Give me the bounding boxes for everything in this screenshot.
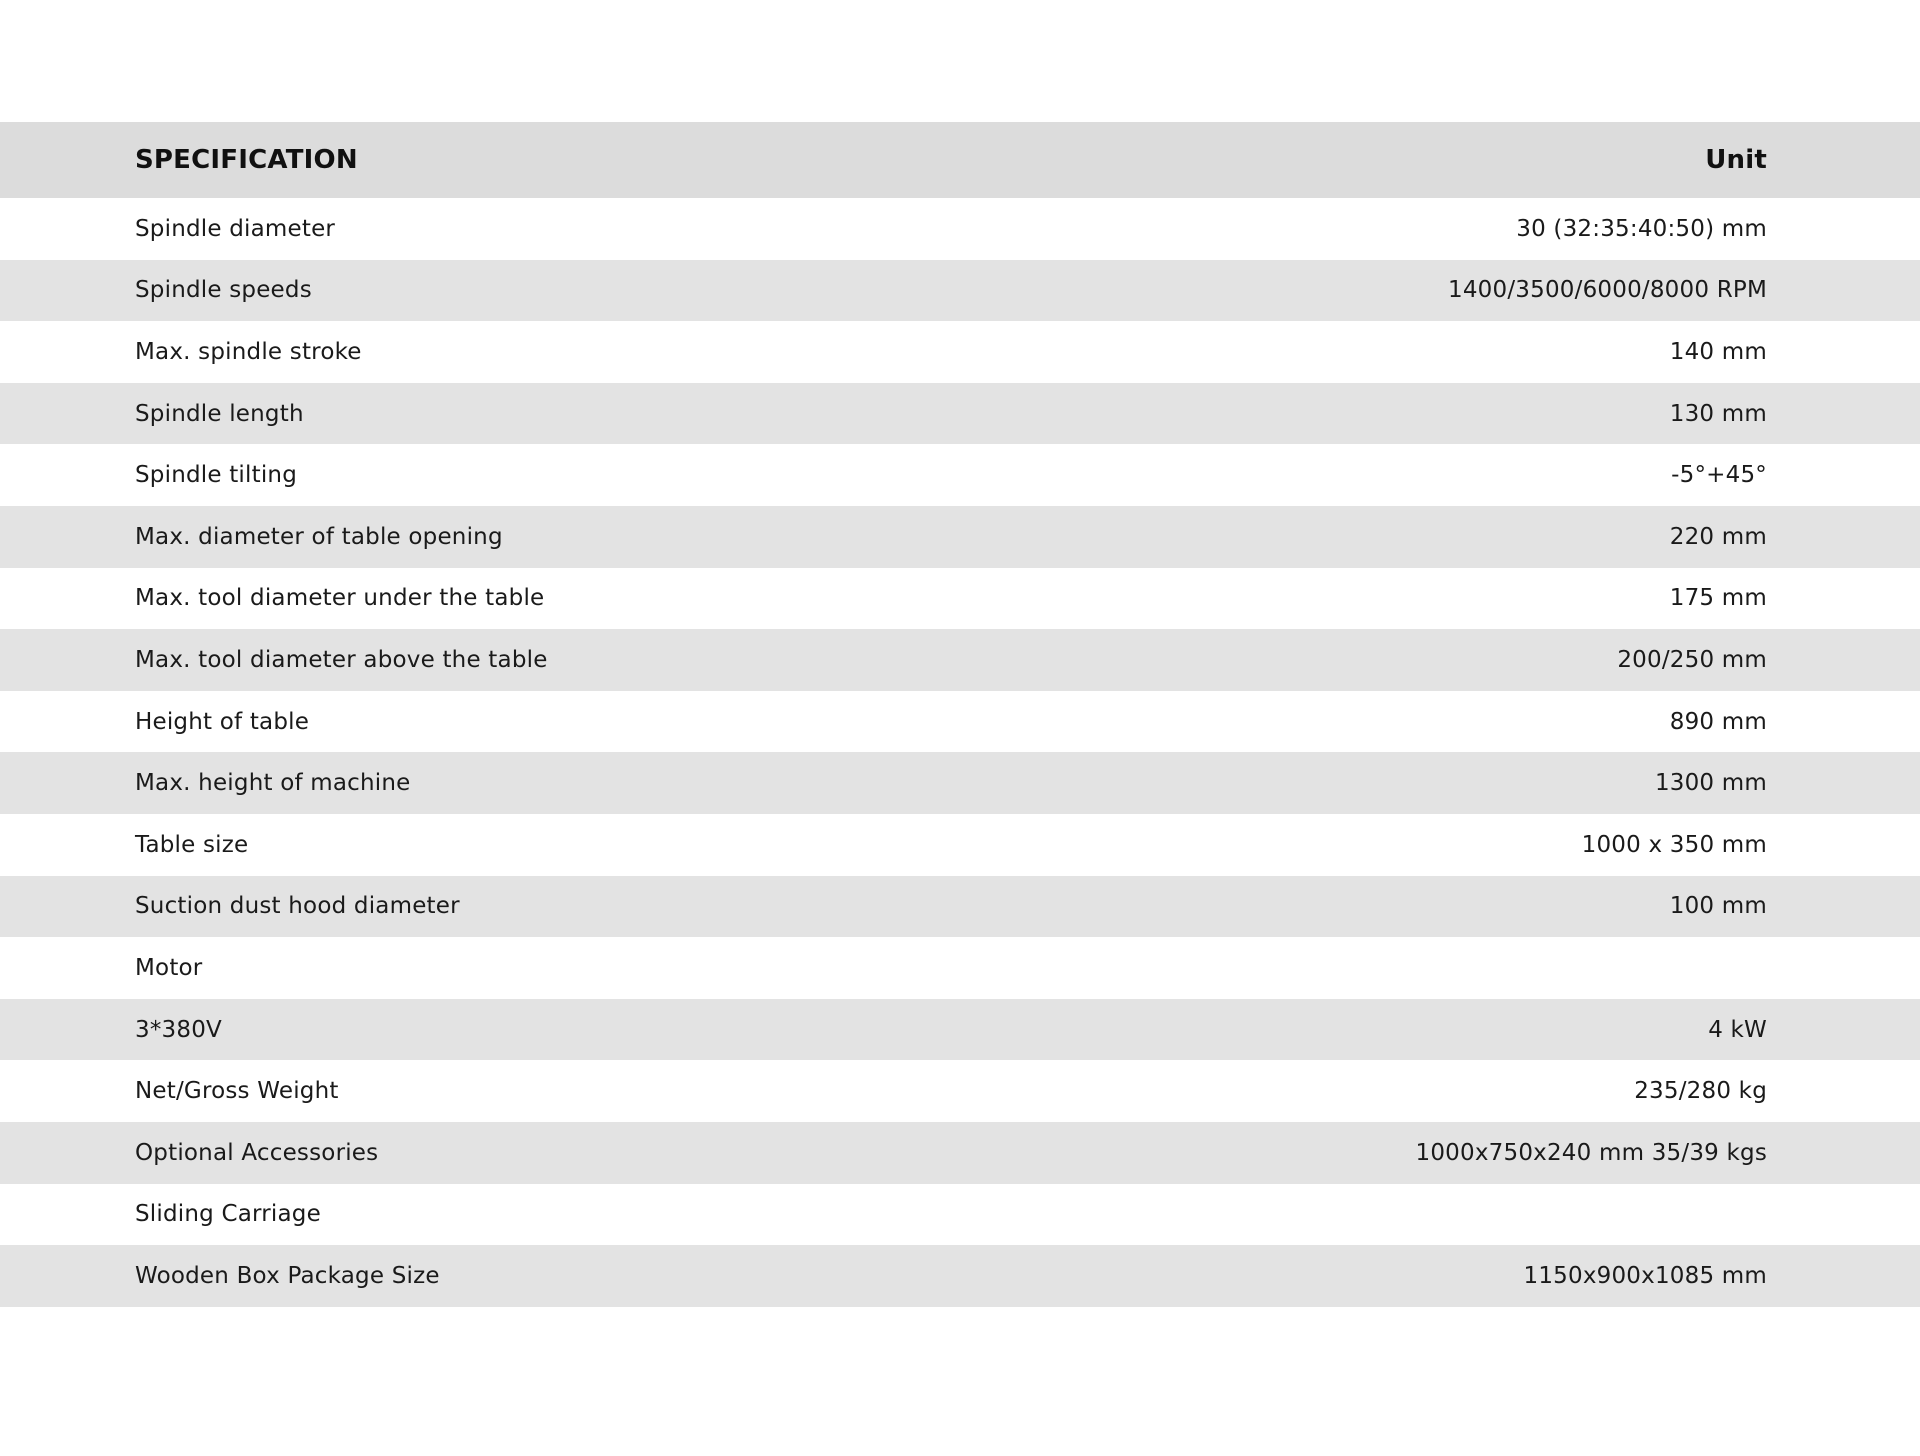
row-value: 175 mm xyxy=(1669,585,1767,612)
row-label: Sliding Carriage xyxy=(135,1201,321,1228)
table-row xyxy=(0,260,1920,322)
row-value: 1000x750x240 mm 35/39 kgs xyxy=(1415,1139,1767,1166)
row-label: Table size xyxy=(135,831,249,858)
table-row xyxy=(0,752,1920,814)
table-row xyxy=(0,1184,1920,1246)
row-label: Suction dust hood diameter xyxy=(135,893,460,920)
row-value: 200/250 mm xyxy=(1617,646,1767,673)
row-label: Optional Accessories xyxy=(135,1139,379,1166)
row-value: 890 mm xyxy=(1669,708,1767,735)
table-row xyxy=(0,198,1920,260)
row-label: Spindle speeds xyxy=(135,277,312,304)
row-value: 1400/3500/6000/8000 RPM xyxy=(1448,277,1767,304)
row-label: Max. spindle stroke xyxy=(135,338,362,365)
table-row xyxy=(0,1122,1920,1184)
row-value: 1000 x 350 mm xyxy=(1581,831,1767,858)
row-label: Wooden Box Package Size xyxy=(135,1262,440,1289)
row-value: -5°+45° xyxy=(1671,462,1767,489)
row-label: Spindle length xyxy=(135,400,304,427)
table-row xyxy=(0,629,1920,691)
table-row xyxy=(0,999,1920,1061)
row-label: Height of table xyxy=(135,708,310,735)
row-value: 1150x900x1085 mm xyxy=(1523,1262,1767,1289)
table-row xyxy=(0,321,1920,383)
row-label: Max. tool diameter under the table xyxy=(135,585,545,612)
row-label: Max. tool diameter above the table xyxy=(135,646,548,673)
table-row xyxy=(0,1245,1920,1307)
table-row xyxy=(0,814,1920,876)
row-value: 30 (32:35:40:50) mm xyxy=(1516,215,1767,242)
row-label: Max. diameter of table opening xyxy=(135,523,503,550)
row-value: 130 mm xyxy=(1669,400,1767,427)
header-unit: Unit xyxy=(1705,145,1767,175)
table-row xyxy=(0,1060,1920,1122)
specification-table xyxy=(0,122,1920,1307)
row-label: Max. height of machine xyxy=(135,770,411,797)
row-label: Net/Gross Weight xyxy=(135,1078,339,1105)
table-row xyxy=(0,506,1920,568)
table-row xyxy=(0,876,1920,938)
row-label: Spindle tilting xyxy=(135,462,298,489)
row-value: 220 mm xyxy=(1669,523,1767,550)
row-value: 100 mm xyxy=(1669,893,1767,920)
row-value: 140 mm xyxy=(1669,338,1767,365)
row-value: 235/280 kg xyxy=(1634,1078,1767,1105)
table-header xyxy=(0,122,1920,198)
table-row xyxy=(0,937,1920,999)
row-label: Spindle diameter xyxy=(135,215,336,242)
table-row xyxy=(0,691,1920,753)
header-specification: SPECIFICATION xyxy=(135,145,358,175)
table-row xyxy=(0,383,1920,445)
row-label: 3*380V xyxy=(135,1016,222,1043)
table-row xyxy=(0,444,1920,506)
row-label: Motor xyxy=(135,954,203,981)
table-row xyxy=(0,568,1920,630)
row-value: 4 kW xyxy=(1708,1016,1767,1043)
row-value: 1300 mm xyxy=(1654,770,1767,797)
